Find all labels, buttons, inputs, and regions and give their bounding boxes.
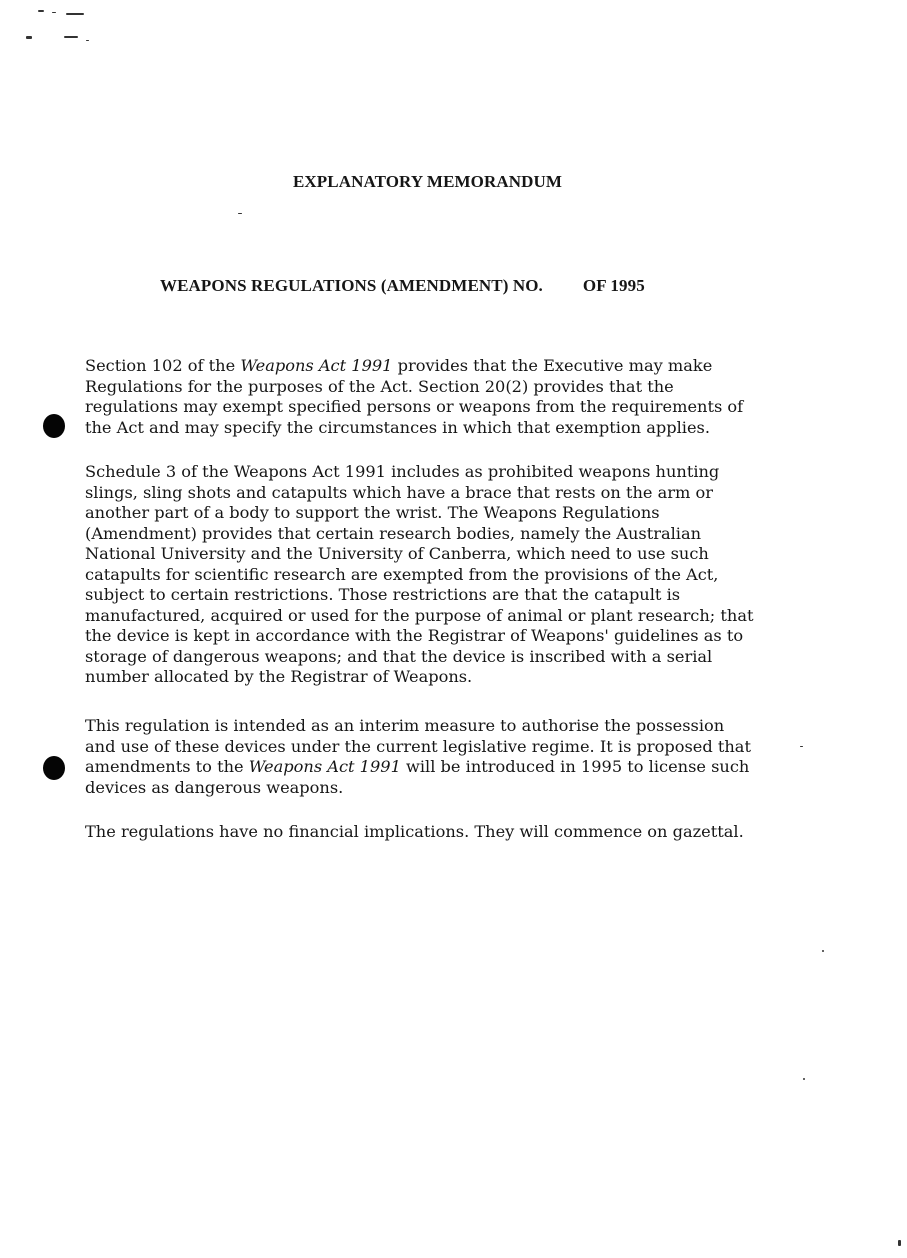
scan-speck [803, 1078, 805, 1080]
paragraph-4: The regulations have no financial implications. They will commence on gazettal. [85, 822, 744, 841]
document-subtitle [160, 276, 645, 296]
paragraph-3-text-start: This regulation is intended as an interim measure to authorise the possession and use of these devices under the current legislative regime. It is proposed that amendments to the [85, 716, 751, 776]
scan-speck [86, 40, 89, 41]
scan-speck [238, 213, 242, 214]
scan-speck [800, 746, 803, 747]
punch-hole-bottom [43, 756, 65, 780]
paragraph-3-text-end: will be introduced in 1995 to license such devices as dangerous weapons. [85, 757, 750, 797]
scan-speck [64, 36, 78, 38]
paragraph-3 [85, 716, 757, 798]
paragraph-1-text-start: Section 102 of the [85, 356, 241, 375]
act-name-italic: Weapons Act 1991 [240, 356, 393, 375]
subtitle-year: OF 1995 [582, 276, 645, 295]
scan-speck [66, 13, 84, 15]
scan-speck [26, 36, 32, 39]
punch-hole-top [43, 414, 65, 438]
paragraph-1 [85, 356, 757, 438]
scan-speck [52, 12, 56, 13]
act-name-italic: Weapons Act 1991 [248, 757, 401, 776]
document-title: EXPLANATORY MEMORANDUM [292, 172, 563, 191]
paragraph-1-text-end: provides that the Executive may make Regulations for the purposes of the Act. Section 20(2) provides that the regulations may exempt specified persons or weapons from the requirements of the Act and may specify the circumstances in which that exemption applies. [85, 356, 744, 437]
subtitle-main: WEAPONS REGULATIONS (AMENDMENT) NO. [160, 276, 543, 295]
paragraph-2: Schedule 3 of the Weapons Act 1991 includes as prohibited weapons hunting slings, sling shots and catapults which have a brace that rests on the arm or another part of a body to support the wrist. The Weapons Regulations (Amendment) provides that certain research bodies, namely the Australian National University and the University of Canberra, which need to use such catapults for scientific research are exempted from the provisions of the Act, subject to certain restrictions. Those restrictions are that the catapult is manufactured, acquired or used for the purpose of animal or plant research; that the device is kept in accordance with the Registrar of Weapons' guidelines as to storage of dangerous weapons; and that the device is inscribed with a serial number allocated by the Registrar of Weapons. [85, 462, 754, 686]
scan-speck [822, 950, 824, 952]
scan-speck [898, 1240, 901, 1246]
scan-speck [38, 10, 44, 12]
